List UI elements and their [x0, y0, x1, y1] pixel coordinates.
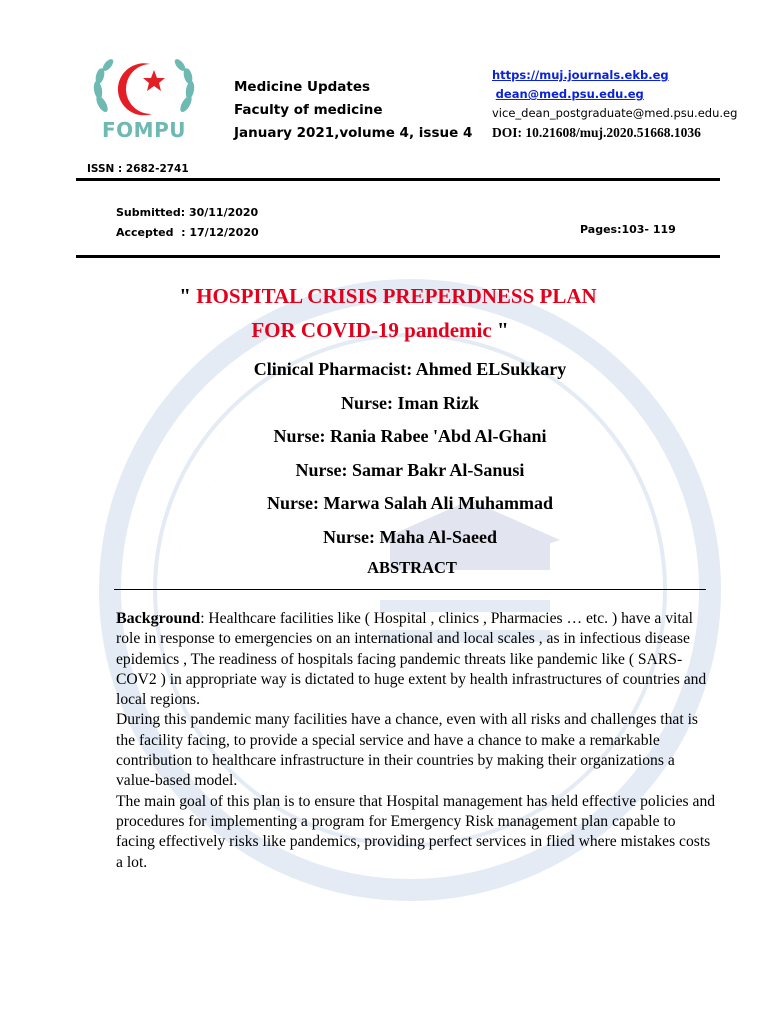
faculty-name: Faculty of medicine — [234, 102, 383, 118]
abstract-paragraph-2: During this pandemic many facilities have a chance, even with all risks and challenges that is the facility facing, to provide a special service and have a chance to make a remarkable contribution to healthcare infrastructure in their countries by making their organizations a value-based model. — [116, 711, 698, 790]
author-item: Nurse: Maha Al-Saeed — [323, 526, 497, 547]
background-label: Background — [116, 610, 201, 627]
page-range: Pages:103- 119 — [580, 223, 676, 236]
submitted-date: Submitted: 30/11/2020 — [116, 206, 259, 219]
crescent-wreath-logo-icon — [88, 56, 200, 120]
abstract-paragraph-1: have a vital role in response to emergencies on an international and local scales , as in infectious disease epidemics , The readiness of hospitals facing pandemic threats like pandemic like ( SARS-COV2 ) in appropriate way is dictated to huge extent by health infrastructures of countries and local regions. — [116, 610, 707, 709]
author-item: Nurse: Marwa Salah Ali Muhammad — [266, 493, 553, 514]
vice-dean-email: vice_dean_postgraduate@med.psu.edu.eg — [492, 106, 738, 120]
author-item: Nurse: Rania Rabee 'Abd Al-Ghani — [273, 426, 547, 447]
journal-logo — [88, 56, 200, 142]
paper-title-line2 — [0, 318, 760, 343]
journal-name: Medicine Updates — [234, 79, 371, 95]
dates-divider — [76, 255, 720, 258]
author-item: Clinical Pharmacist: Ahmed ELSukkary — [253, 359, 567, 379]
contact-info — [492, 66, 737, 142]
title-close-quote: " — [496, 318, 509, 342]
author-item: Nurse: Samar Bakr Al-Sanusi — [295, 459, 525, 480]
journal-url-link[interactable]: https://muj.journals.ekb.eg — [492, 68, 669, 82]
journal-info — [234, 76, 472, 145]
abstract-paragraph-3: The main goal of this plan is to ensure that Hospital management has held effective policies and procedures for implementing a program for Emergency Risk management plan capable to facing effectively risks like pandemics, providing perfect services in flied where mistakes costs a lot. — [116, 792, 716, 871]
header-divider — [76, 178, 720, 181]
issn: ISSN : 2682-2741 — [87, 163, 189, 175]
paper-title-line1 — [0, 284, 768, 309]
abstract-divider — [114, 589, 706, 590]
background-lead: Healthcare facilities like ( Hospital , clinics , Pharmacies … etc. ) — [208, 610, 618, 627]
accepted-date: Accepted : 17/12/2020 — [116, 226, 259, 239]
abstract-body — [116, 609, 716, 873]
logo-text: FOMPU — [102, 118, 186, 142]
author-list — [0, 356, 768, 558]
dean-email-link[interactable]: dean@med.psu.edu.eg — [495, 87, 644, 101]
submission-dates — [116, 203, 259, 243]
author-item: Nurse: Iman Rizk — [341, 392, 479, 413]
abstract-heading: ABSTRACT — [367, 558, 457, 577]
title-text-line1: HOSPITAL CRISIS PREPERDNESS PLAN — [190, 284, 597, 308]
background-colon: : — [200, 610, 209, 627]
abstract-paragraph — [116, 609, 716, 710]
doi: DOI: 10.21608/muj.2020.51668.1036 — [492, 125, 701, 140]
issue-info: January 2021,volume 4, issue 4 — [234, 125, 473, 141]
title-text-line2: FOR COVID-19 pandemic — [251, 318, 497, 342]
title-open-quote: " — [179, 284, 191, 308]
